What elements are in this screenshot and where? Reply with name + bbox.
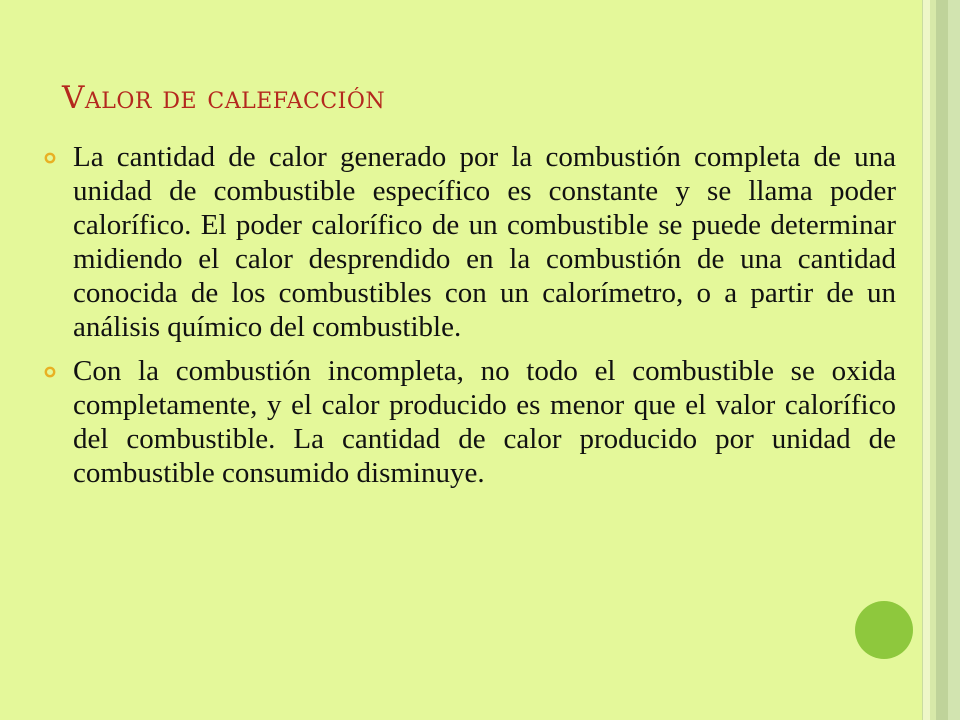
slide-title: Valor de calefacción — [62, 80, 386, 116]
decorative-circle — [855, 601, 913, 659]
bullet-text: Con la combustión incompleta, no todo el combustible se oxida completamente, y el calor producido es menor que el valor calorífico del combustible. La cantidad de calor producido por unidad de combustible consumido disminuye. — [73, 355, 896, 489]
bullet-item — [44, 140, 896, 344]
decorative-stripe — [936, 0, 948, 720]
bullet-icon — [44, 152, 56, 164]
bullet-text: La cantidad de calor generado por la combustión completa de una unidad de combustible específico es constante y se llama poder calorífico. El poder calorífico de un combustible se puede determinar midiendo el calor desprendido en la combustión de una cantidad conocida de los combustibles con un calorímetro, o a partir de un análisis químico del combustible. — [73, 141, 896, 343]
bullet-item — [44, 354, 896, 490]
decorative-stripe — [948, 0, 960, 720]
bullet-icon — [44, 366, 56, 378]
bullet-list — [44, 140, 896, 500]
